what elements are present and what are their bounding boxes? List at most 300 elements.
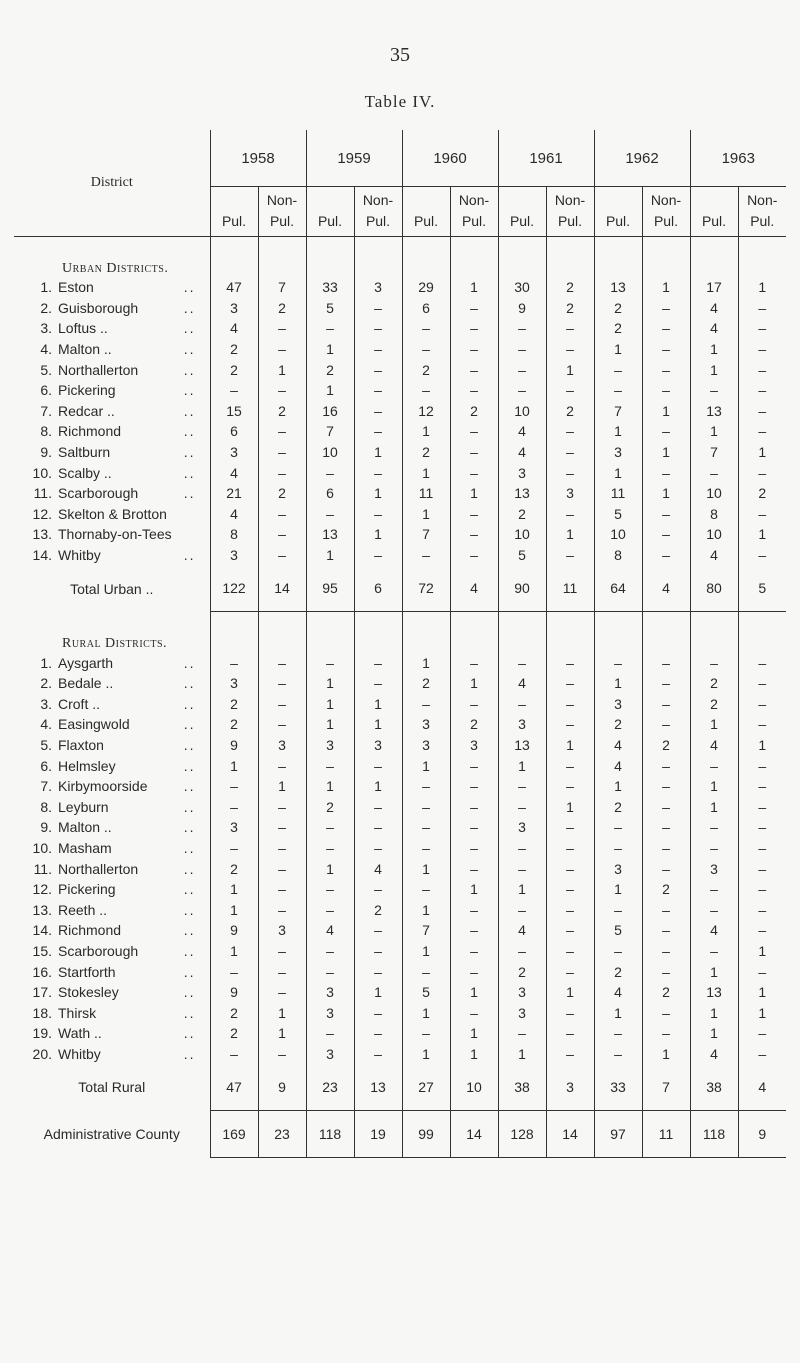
row-index: 10. — [32, 464, 52, 481]
value-cell: 6 — [402, 298, 450, 319]
value-cell: 1 — [306, 339, 354, 360]
value-cell: – — [546, 1044, 594, 1065]
value-cell: 3 — [498, 462, 546, 483]
district-name-cell — [14, 652, 210, 673]
table-row — [14, 755, 786, 776]
value-cell: – — [306, 504, 354, 525]
value-cell: – — [354, 673, 402, 694]
value-cell: – — [402, 817, 450, 838]
value-cell: – — [546, 318, 594, 339]
value-cell: 1 — [258, 1023, 306, 1044]
value-cell: – — [258, 817, 306, 838]
non-pul-header: Non- Pul. — [642, 187, 690, 237]
value-cell: 1 — [402, 652, 450, 673]
value-cell: – — [450, 838, 498, 859]
table-row — [14, 652, 786, 673]
value-cell: 13 — [690, 401, 738, 422]
district-name: Saltburn — [58, 444, 111, 461]
value-cell: – — [450, 920, 498, 941]
total-cell: 122 — [210, 565, 258, 612]
value-cell: – — [690, 380, 738, 401]
value-cell: 1 — [306, 858, 354, 879]
district-name-cell — [14, 483, 210, 504]
value-cell: – — [354, 796, 402, 817]
value-cell: – — [642, 298, 690, 319]
district-name: Guisborough — [58, 299, 139, 316]
leader-dots: .. — [183, 839, 196, 856]
table-row — [14, 899, 786, 920]
value-cell: 1 — [738, 442, 786, 463]
row-index: 13. — [32, 901, 52, 918]
value-cell: – — [498, 858, 546, 879]
value-cell: 4 — [594, 982, 642, 1003]
value-cell: – — [450, 462, 498, 483]
value-cell: 13 — [594, 277, 642, 298]
value-cell: – — [450, 776, 498, 797]
total-cell: 90 — [498, 565, 546, 612]
value-cell: – — [642, 961, 690, 982]
value-cell: 2 — [546, 277, 594, 298]
value-cell: 3 — [354, 277, 402, 298]
value-cell: – — [738, 755, 786, 776]
district-name: Richmond — [58, 423, 122, 440]
total-cell: 118 — [690, 1111, 738, 1158]
value-cell: – — [306, 879, 354, 900]
value-cell: 1 — [450, 1044, 498, 1065]
value-cell: – — [354, 298, 402, 319]
value-cell: – — [450, 796, 498, 817]
value-cell: – — [354, 318, 402, 339]
total-cell: 169 — [210, 1111, 258, 1158]
total-cell: 5 — [738, 565, 786, 612]
value-cell: – — [450, 380, 498, 401]
value-cell: – — [738, 673, 786, 694]
value-cell: – — [402, 776, 450, 797]
value-cell: – — [498, 339, 546, 360]
total-cell: 11 — [642, 1111, 690, 1158]
row-index: 18. — [32, 1004, 52, 1021]
district-name-cell — [14, 755, 210, 776]
value-cell: – — [642, 380, 690, 401]
value-cell: 13 — [690, 982, 738, 1003]
value-cell: 1 — [642, 401, 690, 422]
value-cell: 2 — [594, 298, 642, 319]
value-cell: – — [498, 359, 546, 380]
value-cell: – — [642, 318, 690, 339]
row-index: 14. — [32, 547, 52, 564]
table-header — [14, 130, 786, 237]
value-cell: 1 — [306, 714, 354, 735]
leader-dots: .. — [183, 695, 196, 712]
value-cell: 1 — [402, 504, 450, 525]
table-row — [14, 359, 786, 380]
section-heading: Urban Districts. — [62, 261, 169, 276]
value-cell: – — [738, 776, 786, 797]
district-header: District — [14, 130, 210, 237]
value-cell: – — [642, 899, 690, 920]
value-cell: 11 — [594, 483, 642, 504]
non-pul-header: Non- Pul. — [354, 187, 402, 237]
total-cell: 38 — [498, 1064, 546, 1111]
district-name: Thirsk — [58, 1004, 97, 1021]
value-cell: – — [306, 899, 354, 920]
value-cell: – — [642, 339, 690, 360]
value-cell: – — [498, 899, 546, 920]
district-name: Malton .. — [58, 341, 112, 358]
value-cell: 1 — [594, 339, 642, 360]
value-cell: 7 — [402, 920, 450, 941]
district-name: Easingwold — [58, 716, 130, 733]
value-cell: 5 — [594, 920, 642, 941]
year-header: 1959 — [306, 130, 402, 187]
value-cell: – — [306, 318, 354, 339]
value-cell: 9 — [498, 298, 546, 319]
value-cell: 4 — [498, 442, 546, 463]
value-cell: – — [594, 652, 642, 673]
pul-header: Pul. — [402, 187, 450, 237]
district-name-cell — [14, 714, 210, 735]
value-cell: 1 — [402, 899, 450, 920]
value-cell: 2 — [498, 504, 546, 525]
leader-dots: .. — [183, 778, 196, 795]
value-cell: – — [690, 462, 738, 483]
district-name: Scarborough — [58, 942, 139, 959]
district-name: Scalby .. — [58, 464, 112, 481]
value-cell: 3 — [498, 714, 546, 735]
value-cell: 2 — [258, 298, 306, 319]
value-cell: 3 — [306, 1044, 354, 1065]
value-cell: – — [738, 714, 786, 735]
value-cell: 2 — [354, 899, 402, 920]
total-label: Administrative County — [43, 1126, 180, 1143]
value-cell: – — [546, 899, 594, 920]
row-index: 6. — [40, 757, 52, 774]
value-cell: 1 — [306, 694, 354, 715]
value-cell: – — [642, 838, 690, 859]
value-cell: – — [258, 961, 306, 982]
district-name: Helmsley — [58, 757, 116, 774]
leader-dots: .. — [183, 464, 196, 481]
year-header: 1960 — [402, 130, 498, 187]
leader-dots: .. — [183, 402, 196, 419]
district-name-cell — [14, 982, 210, 1003]
table-body — [14, 237, 786, 1158]
total-cell: 3 — [546, 1064, 594, 1111]
district-name-cell — [14, 673, 210, 694]
value-cell: 1 — [642, 483, 690, 504]
leader-dots: .. — [183, 341, 196, 358]
value-cell: 1 — [594, 462, 642, 483]
value-cell: 4 — [306, 920, 354, 941]
value-cell: – — [354, 1044, 402, 1065]
value-cell: – — [258, 899, 306, 920]
value-cell: 1 — [642, 277, 690, 298]
value-cell: 2 — [642, 735, 690, 756]
value-cell: 1 — [594, 673, 642, 694]
value-cell: – — [642, 462, 690, 483]
value-cell: 1 — [498, 1044, 546, 1065]
value-cell: 2 — [594, 796, 642, 817]
value-cell: – — [738, 545, 786, 566]
value-cell: – — [450, 545, 498, 566]
district-name-cell — [14, 796, 210, 817]
value-cell: 1 — [210, 899, 258, 920]
table-row — [14, 504, 786, 525]
district-name-cell — [14, 524, 210, 545]
value-cell: 4 — [690, 735, 738, 756]
value-cell: 1 — [642, 442, 690, 463]
value-cell: 2 — [642, 982, 690, 1003]
value-cell: 1 — [594, 879, 642, 900]
value-cell: – — [354, 1002, 402, 1023]
value-cell: 1 — [258, 359, 306, 380]
value-cell: 2 — [258, 401, 306, 422]
district-table — [14, 130, 786, 1158]
district-name: Scarborough — [58, 485, 139, 502]
value-cell: – — [690, 817, 738, 838]
value-cell: – — [450, 318, 498, 339]
leader-dots: .. — [183, 299, 196, 316]
value-cell: 10 — [594, 524, 642, 545]
value-cell: 1 — [498, 879, 546, 900]
district-name: Skelton & Brotton — [58, 505, 167, 522]
row-index: 7. — [40, 778, 52, 795]
district-name: Startforth — [58, 963, 116, 980]
value-cell: 21 — [210, 483, 258, 504]
value-cell: 1 — [690, 359, 738, 380]
value-cell: 3 — [546, 483, 594, 504]
value-cell: – — [354, 339, 402, 360]
value-cell: – — [306, 1023, 354, 1044]
value-cell: – — [690, 838, 738, 859]
value-cell: – — [258, 941, 306, 962]
value-cell: – — [498, 694, 546, 715]
value-cell: – — [258, 694, 306, 715]
value-cell: 7 — [690, 442, 738, 463]
value-cell: 1 — [354, 483, 402, 504]
value-cell: 6 — [306, 483, 354, 504]
value-cell: – — [450, 817, 498, 838]
value-cell: 1 — [546, 982, 594, 1003]
value-cell: 2 — [594, 961, 642, 982]
value-cell: 2 — [258, 483, 306, 504]
value-cell: – — [498, 318, 546, 339]
value-cell: 4 — [498, 920, 546, 941]
value-cell: 1 — [690, 961, 738, 982]
table-row — [14, 961, 786, 982]
leader-dots: .. — [183, 757, 196, 774]
district-name-cell — [14, 359, 210, 380]
table-row — [14, 442, 786, 463]
value-cell: 1 — [402, 858, 450, 879]
district-name-cell — [14, 941, 210, 962]
row-index: 4. — [40, 341, 52, 358]
value-cell: – — [258, 652, 306, 673]
value-cell: – — [354, 920, 402, 941]
value-cell: – — [546, 879, 594, 900]
row-index: 3. — [40, 320, 52, 337]
district-name-cell — [14, 277, 210, 298]
value-cell: 2 — [210, 714, 258, 735]
value-cell: 4 — [690, 318, 738, 339]
district-name-cell — [14, 879, 210, 900]
value-cell: 2 — [546, 298, 594, 319]
district-name: Redcar .. — [58, 402, 115, 419]
value-cell: 1 — [690, 776, 738, 797]
total-cell: 13 — [354, 1064, 402, 1111]
value-cell: 8 — [594, 545, 642, 566]
value-cell: – — [306, 755, 354, 776]
value-cell: – — [354, 421, 402, 442]
leader-dots: .. — [183, 675, 196, 692]
district-name: Whitby — [58, 1045, 101, 1062]
value-cell: – — [546, 694, 594, 715]
value-cell: 3 — [210, 298, 258, 319]
value-cell: 10 — [498, 524, 546, 545]
value-cell: – — [306, 838, 354, 859]
value-cell: 33 — [306, 277, 354, 298]
total-cell: 6 — [354, 565, 402, 612]
value-cell: 2 — [210, 1023, 258, 1044]
value-cell: – — [594, 380, 642, 401]
value-cell: – — [354, 504, 402, 525]
value-cell: 1 — [450, 673, 498, 694]
value-cell: – — [546, 442, 594, 463]
value-cell: 9 — [210, 982, 258, 1003]
value-cell: 3 — [210, 545, 258, 566]
value-cell: 1 — [498, 755, 546, 776]
total-cell: 9 — [738, 1111, 786, 1158]
value-cell: – — [354, 755, 402, 776]
value-cell: 1 — [450, 982, 498, 1003]
value-cell: – — [546, 714, 594, 735]
row-index: 12. — [32, 505, 52, 522]
value-cell: 11 — [402, 483, 450, 504]
district-name: Malton .. — [58, 819, 112, 836]
district-name: Flaxton — [58, 736, 104, 753]
value-cell: 47 — [210, 277, 258, 298]
value-cell: 1 — [450, 483, 498, 504]
non-pul-header: Non- Pul. — [738, 187, 786, 237]
total-cell: 23 — [258, 1111, 306, 1158]
value-cell: – — [546, 838, 594, 859]
district-name-cell — [14, 838, 210, 859]
value-cell: – — [546, 920, 594, 941]
value-cell: 4 — [594, 755, 642, 776]
total-cell: 33 — [594, 1064, 642, 1111]
value-cell: – — [546, 1023, 594, 1044]
value-cell: 1 — [354, 714, 402, 735]
total-row — [14, 565, 786, 612]
value-cell: – — [402, 694, 450, 715]
value-cell: – — [642, 694, 690, 715]
value-cell: 2 — [210, 339, 258, 360]
leader-dots: .. — [183, 963, 196, 980]
value-cell: – — [402, 339, 450, 360]
value-cell: – — [306, 817, 354, 838]
row-index: 8. — [40, 798, 52, 815]
table-row — [14, 524, 786, 545]
value-cell: 1 — [450, 1023, 498, 1044]
value-cell: 3 — [498, 982, 546, 1003]
total-cell: 99 — [402, 1111, 450, 1158]
value-cell: – — [738, 359, 786, 380]
value-cell: 2 — [210, 858, 258, 879]
total-label: Total Rural — [78, 1079, 146, 1096]
value-cell: – — [642, 652, 690, 673]
value-cell: 3 — [402, 735, 450, 756]
value-cell: 4 — [594, 735, 642, 756]
district-name: Aysgarth — [58, 654, 113, 671]
value-cell: – — [306, 652, 354, 673]
district-name: Northallerton — [58, 361, 139, 378]
value-cell: – — [498, 838, 546, 859]
value-cell: – — [594, 1023, 642, 1044]
value-cell: 2 — [402, 359, 450, 380]
year-header: 1958 — [210, 130, 306, 187]
value-cell: 2 — [450, 714, 498, 735]
value-cell: 1 — [546, 524, 594, 545]
district-name-cell — [14, 545, 210, 566]
value-cell: – — [498, 380, 546, 401]
value-cell: 1 — [690, 714, 738, 735]
total-cell: 47 — [210, 1064, 258, 1111]
district-name-cell — [14, 339, 210, 360]
value-cell: 10 — [306, 442, 354, 463]
value-cell: – — [642, 776, 690, 797]
value-cell: – — [594, 838, 642, 859]
value-cell: 7 — [402, 524, 450, 545]
value-cell: – — [738, 401, 786, 422]
leader-dots: .. — [183, 942, 196, 959]
district-name-cell — [14, 1023, 210, 1044]
value-cell: 3 — [306, 982, 354, 1003]
district-name: Kirbymoorside — [58, 778, 148, 795]
value-cell: 3 — [210, 817, 258, 838]
leader-dots: .. — [183, 881, 196, 898]
value-cell: – — [738, 462, 786, 483]
district-name-cell — [14, 504, 210, 525]
total-cell: 14 — [546, 1111, 594, 1158]
total-cell: 72 — [402, 565, 450, 612]
table-row — [14, 796, 786, 817]
year-header: 1962 — [594, 130, 690, 187]
district-name-cell — [14, 1002, 210, 1023]
value-cell: 1 — [546, 735, 594, 756]
row-index: 11. — [33, 860, 52, 877]
value-cell: – — [354, 1023, 402, 1044]
value-cell: 2 — [546, 401, 594, 422]
value-cell: 13 — [498, 483, 546, 504]
value-cell: 2 — [402, 673, 450, 694]
value-cell: 1 — [402, 941, 450, 962]
total-cell: 14 — [450, 1111, 498, 1158]
value-cell: 7 — [306, 421, 354, 442]
non-pul-header: Non- Pul. — [258, 187, 306, 237]
total-row — [14, 1064, 786, 1111]
value-cell: – — [402, 318, 450, 339]
value-cell: – — [642, 714, 690, 735]
value-cell: – — [450, 442, 498, 463]
district-name: Pickering — [58, 881, 116, 898]
value-cell: – — [642, 504, 690, 525]
pul-header: Pul. — [210, 187, 258, 237]
total-cell: 23 — [306, 1064, 354, 1111]
value-cell: – — [258, 462, 306, 483]
value-cell: – — [450, 652, 498, 673]
pul-header: Pul. — [306, 187, 354, 237]
value-cell: 1 — [402, 462, 450, 483]
